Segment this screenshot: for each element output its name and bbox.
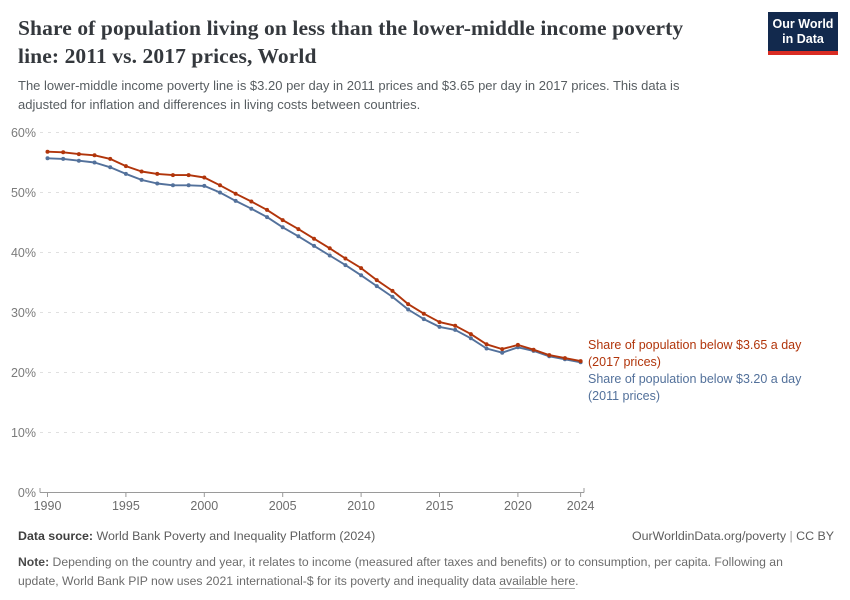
y-tick-label-40: 40% <box>10 246 36 260</box>
subtitle-line-2: adjusted for inflation and differences in living costs between countries. <box>18 96 421 112</box>
data-point[interactable] <box>249 200 253 204</box>
data-point[interactable] <box>234 199 238 203</box>
owid-logo-line-2: in Data <box>782 32 824 46</box>
data-point[interactable] <box>359 266 363 270</box>
data-point[interactable] <box>93 161 97 165</box>
data-point[interactable] <box>249 207 253 211</box>
legend-entry-2011-prices[interactable] <box>588 371 840 404</box>
subtitle-line-1: The lower-middle income poverty line is $3.20 per day in 2011 prices and $3.65 per day in 2017 prices. This data is <box>18 78 680 93</box>
data-point[interactable] <box>485 342 489 346</box>
x-tick-label-2010: 2010 <box>347 499 376 513</box>
data-point[interactable] <box>469 336 473 340</box>
title-line-1: Share of population living on less than the lower-middle income poverty <box>18 16 684 40</box>
note-text: Depending on the country and year, it relates to income (measured after taxes and benefits) or to consumption, per capita. Following an update, World Bank PIP now uses 2021 international-$ for its poverty and inequality data <box>18 555 783 588</box>
owid-poverty-link[interactable]: OurWorldinData.org/poverty <box>631 529 787 543</box>
data-point[interactable] <box>422 317 426 321</box>
data-point[interactable] <box>155 172 159 176</box>
data-point[interactable] <box>265 215 269 219</box>
data-point[interactable] <box>202 184 206 188</box>
note-suffix: . <box>575 573 579 588</box>
data-point[interactable] <box>375 278 379 282</box>
data-point[interactable] <box>61 150 65 154</box>
data-point[interactable] <box>422 312 426 316</box>
data-point[interactable] <box>77 159 81 163</box>
data-point[interactable] <box>343 263 347 267</box>
x-tick-label-2015: 2015 <box>425 499 454 513</box>
data-point[interactable] <box>406 302 410 306</box>
data-point[interactable] <box>124 172 128 176</box>
footnote <box>18 553 818 590</box>
data-point[interactable] <box>187 173 191 177</box>
data-point[interactable] <box>234 192 238 196</box>
legend-label: (2011 prices) <box>588 388 661 403</box>
y-tick-label-20: 20% <box>10 366 36 380</box>
x-tick-label-1995: 1995 <box>111 499 140 513</box>
data-point[interactable] <box>312 244 316 248</box>
data-point[interactable] <box>390 289 394 293</box>
series-line-0[interactable] <box>48 152 581 361</box>
data-point[interactable] <box>140 170 144 174</box>
data-point[interactable] <box>359 273 363 277</box>
x-tick-label-2024: 2024 <box>566 499 595 513</box>
data-source-value: World Bank Poverty and Inequality Platform (2024) <box>93 529 376 543</box>
data-point[interactable] <box>579 359 583 363</box>
data-point[interactable] <box>532 348 536 352</box>
data-point[interactable] <box>281 218 285 222</box>
data-point[interactable] <box>296 234 300 238</box>
data-point[interactable] <box>281 225 285 229</box>
data-point[interactable] <box>155 182 159 186</box>
x-tick-label-1990: 1990 <box>33 499 62 513</box>
data-point[interactable] <box>375 284 379 288</box>
legend-entry-2017-prices[interactable] <box>588 337 840 370</box>
data-point[interactable] <box>202 176 206 180</box>
data-point[interactable] <box>328 246 332 250</box>
y-tick-label-10: 10% <box>10 426 36 440</box>
data-point[interactable] <box>343 257 347 261</box>
data-point[interactable] <box>390 295 394 299</box>
data-point[interactable] <box>46 150 50 154</box>
available-here-link[interactable]: available here <box>499 573 576 588</box>
data-point[interactable] <box>438 325 442 329</box>
data-point[interactable] <box>93 153 97 157</box>
data-point[interactable] <box>485 347 489 351</box>
data-point[interactable] <box>108 165 112 169</box>
data-point[interactable] <box>516 343 520 347</box>
data-point[interactable] <box>171 183 175 187</box>
data-source-line <box>18 529 375 543</box>
data-point[interactable] <box>187 183 191 187</box>
data-point[interactable] <box>453 324 457 328</box>
data-point[interactable] <box>563 356 567 360</box>
title-line-2: line: 2011 vs. 2017 prices, World <box>18 44 317 68</box>
y-tick-label-30: 30% <box>10 306 36 320</box>
x-tick-label-2000: 2000 <box>190 499 219 513</box>
owid-logo-line-1: Our World <box>772 17 834 31</box>
note-label: Note: <box>18 555 50 569</box>
x-tick-label-2020: 2020 <box>503 499 532 513</box>
data-point[interactable] <box>469 332 473 336</box>
data-point[interactable] <box>438 320 442 324</box>
data-point[interactable] <box>453 328 457 332</box>
legend-label: Share of population below $3.20 a day <box>588 372 802 386</box>
data-point[interactable] <box>218 183 222 187</box>
legend-label: (2017 prices) <box>588 354 661 369</box>
series-line-1[interactable] <box>48 158 581 362</box>
y-tick-label-0: 0% <box>17 486 36 500</box>
data-point[interactable] <box>500 351 504 355</box>
data-point[interactable] <box>265 208 269 212</box>
license-label: CC BY <box>796 529 834 543</box>
data-point[interactable] <box>406 308 410 312</box>
footer-links <box>632 529 834 543</box>
y-tick-label-50: 50% <box>10 186 36 200</box>
data-point[interactable] <box>108 157 112 161</box>
data-point[interactable] <box>296 227 300 231</box>
data-point[interactable] <box>547 353 551 357</box>
x-tick-label-2005: 2005 <box>268 499 297 513</box>
legend-label: Share of population below $3.65 a day <box>588 338 802 352</box>
data-source-label: Data source: <box>18 529 94 543</box>
data-point[interactable] <box>500 347 504 351</box>
data-point[interactable] <box>77 152 81 156</box>
data-point[interactable] <box>218 191 222 195</box>
data-point[interactable] <box>171 173 175 177</box>
data-point[interactable] <box>124 164 128 168</box>
data-point[interactable] <box>328 254 332 258</box>
footer-separator: | <box>786 529 797 543</box>
data-point[interactable] <box>140 178 144 182</box>
data-point[interactable] <box>46 156 50 160</box>
data-point[interactable] <box>312 237 316 241</box>
y-tick-label-60: 60% <box>10 126 36 140</box>
data-point[interactable] <box>61 157 65 161</box>
